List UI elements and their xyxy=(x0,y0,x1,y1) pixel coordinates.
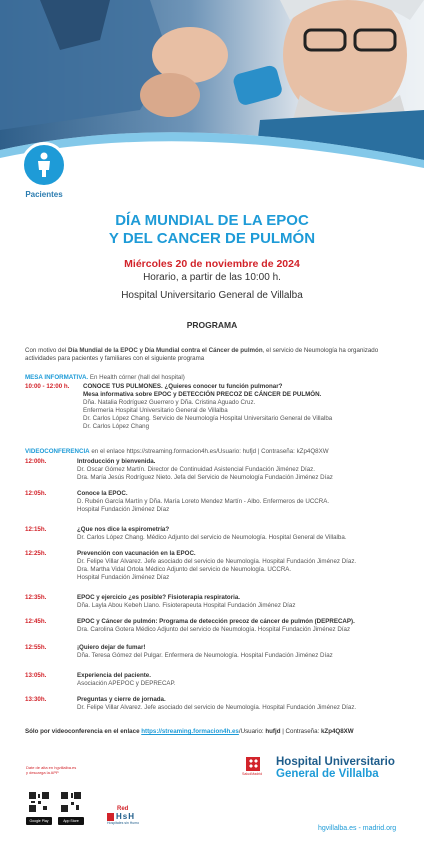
schedule-time: 13:05h. xyxy=(25,672,47,679)
hsh-text: HsH xyxy=(116,812,136,821)
schedule-item-detail: Dr. Oscar Gómez Martín. Director de Continuidad Asistencial Fundación Jiménez Díaz. xyxy=(77,466,315,473)
schedule-item-title: Experiencia del paciente. xyxy=(77,672,151,679)
schedule-item-detail: Dra. Martha Vidal Ortola Médico Adjunto del servicio de Neumología. UCCRA. xyxy=(77,566,292,573)
schedule-content xyxy=(77,594,413,610)
schedule-content xyxy=(77,550,413,582)
app-text-2: y descarga la APP xyxy=(26,770,59,775)
schedule-item-title: Conoce la EPOC. xyxy=(77,490,128,497)
final-sep: | Contraseña: xyxy=(280,728,321,735)
schedule-item-title: ¡Quiero dejar de fumar! xyxy=(77,644,146,651)
schedule-item-detail: Dña. Layla Abou Kebeh Llano. Fisioterapeuta Hospital Fundación Jiménez Díaz xyxy=(77,602,296,609)
schedule-time: 13:30h. xyxy=(25,696,47,703)
schedule-time: 12:55h. xyxy=(25,644,47,651)
streaming-link[interactable]: https://streaming.formacion4h.es xyxy=(141,728,239,735)
schedule-item-title: EPOC y ejercicio ¿es posible? Fisioterapia respiratoria. xyxy=(77,594,240,601)
schedule-time: 12:35h. xyxy=(25,594,47,601)
schedule-item-detail: Dra. Carolina Gotera Médico Adjunto del servicio de Neumología. Hospital Fundación Jiménez Díaz xyxy=(77,626,351,633)
title-line-1: DÍA MUNDIAL DE LA EPOC xyxy=(115,212,309,229)
schedule-content xyxy=(77,458,413,482)
page-title xyxy=(0,212,424,248)
schedule-item-title: EPOC y Cáncer de pulmón: Programa de detección precoz de cáncer de pulmón (DEPRECAP). xyxy=(77,618,355,625)
hospital-logo-line-2: General de Villalba xyxy=(276,768,379,780)
schedule-time: 12:45h. xyxy=(25,618,47,625)
video-heading-rest: en el enlace https://streaming.formacion4h.es/Usuario: hufjd | Contraseña: kZp4Q8XW xyxy=(89,448,329,455)
schedule-item-title: Preguntas y cierre de jornada. xyxy=(77,696,166,703)
videoconference-heading xyxy=(25,448,410,456)
hsh-subtitle: Hospitales sin Humo xyxy=(107,821,140,825)
final-pass: kZp4Q8XW xyxy=(320,728,354,735)
schedule-item-detail: Dra. María Jesús Rodríguez Nieto. Jefa del Servicio de Neumología Fundación Jiménez Díaz xyxy=(77,474,333,481)
schedule-item-title: ¿Que nos dice la espirometría? xyxy=(77,526,170,533)
schedule-item-detail: Dr. Felipe Villar Alvarez. Jefe asociado del servicio de Neumología. Hospital Fundación Jiménez Díaz. xyxy=(77,558,357,565)
schedule-item-detail: Hospital Fundación Jiménez Díaz xyxy=(77,574,170,581)
intro-text-pre: Con motivo del xyxy=(25,347,68,354)
schedule-item-detail: Dr. Carlos López Chang xyxy=(83,423,150,430)
schedule-item-detail: Dr. Carlos López Chang. Servicio de Neumología Hospital Universitario General de Villalba xyxy=(83,415,333,422)
mesa-heading-rest: En Health córner (hall del hospital) xyxy=(88,374,185,381)
schedule-item-detail: Enfermería Hospital Universitario General de Villalba xyxy=(83,407,228,414)
schedule-content xyxy=(77,696,413,712)
program-heading: PROGRAMA xyxy=(186,320,238,330)
schedule-item-detail: Dña. Teresa Gómez del Pulgar. Enfermera de Neumología. Hospital Fundación Jiménez Díaz xyxy=(77,652,333,659)
schedule-time: 12:25h. xyxy=(25,550,47,557)
footer-websites[interactable]: hgvillalba.es - madrid.org xyxy=(318,825,397,832)
hsh-symbol-icon xyxy=(107,813,114,821)
schedule-time: 12:05h. xyxy=(25,490,47,497)
final-mid: /Usuario: xyxy=(238,728,266,735)
event-hour: Horario, a partir de las 10:00 h. xyxy=(143,272,281,283)
qr-code-google-icon[interactable] xyxy=(28,791,50,813)
schedule-time: 12:15h. xyxy=(25,526,47,533)
intro-text-bold: Día Mundial de la EPOC y Día Mundial contra el Cáncer de pulmón xyxy=(68,347,263,354)
mesa-row xyxy=(25,383,415,435)
schedule-content xyxy=(77,490,413,514)
app-store-badge[interactable]: App Store xyxy=(58,817,84,825)
hero-image xyxy=(0,0,424,210)
hsh-red-label: Red xyxy=(117,806,129,812)
schedule-item-detail: Dña. Natalia Rodríguez Guerrero y Dña. Cristina Aguado Cruz. xyxy=(83,399,256,406)
app-text-1: Date de alta en hgvillalba.es xyxy=(26,765,77,770)
mesa-informativa-heading xyxy=(25,374,410,382)
final-user: hufjd xyxy=(265,728,281,735)
title-line-2: Y DEL CANCER DE PULMÓN xyxy=(108,230,316,247)
final-note xyxy=(25,728,415,735)
patients-label: Pacientes xyxy=(25,190,63,199)
patients-badge xyxy=(21,142,67,199)
intro-text-post: , el servicio de Neumología ha organizado actividades para pacientes y familiares con el siguiente programa xyxy=(25,347,379,362)
video-heading-bold: VIDEOCONFERENCIA xyxy=(25,448,90,455)
event-location: Hospital Universitario General de Villalba xyxy=(121,290,303,301)
intro-paragraph xyxy=(25,347,405,363)
schedule-content xyxy=(77,618,413,634)
mesa-content xyxy=(83,383,419,431)
salud-madrid-label: SaludMadrid xyxy=(242,772,263,776)
app-promo xyxy=(22,765,102,823)
qr-code-apple-icon[interactable] xyxy=(60,791,82,813)
schedule-item-detail: Asociación APEPOC y DEPRECAP. xyxy=(77,680,176,687)
patient-icon xyxy=(21,142,67,188)
schedule-content xyxy=(77,672,413,688)
hsh-logo xyxy=(107,806,167,825)
schedule-item-detail: Dr. Felipe Villar Alvarez. Jefe asociado del servicio de Neumología. Hospital Fundación Jiménez Díaz. xyxy=(77,704,357,711)
schedule-item-detail: Dr. Carlos López Chang. Médico Adjunto del servicio de Neumología. Hospital General de Villalba. xyxy=(77,534,347,541)
event-date: Miércoles 20 de noviembre de 2024 xyxy=(124,258,300,270)
final-pre: Sólo por videoconferencia en el enlace xyxy=(25,728,142,735)
mesa-time: 10:00 - 12:00 h. xyxy=(25,383,70,390)
schedule-content xyxy=(77,644,413,660)
schedule-time: 12:00h. xyxy=(25,458,47,465)
schedule-item-detail: D. Rubén García Martín y Dña. María Loreto Mendez Martín - Albo. Enfermeros de UCCRA. xyxy=(77,498,330,505)
schedule-content xyxy=(77,526,413,542)
schedule-item-title: Introducción y bienvenida. xyxy=(77,458,156,465)
schedule-item-detail: Hospital Fundación Jiménez Díaz xyxy=(77,506,170,513)
schedule-item-title: Mesa informativa sobre EPOC y DETECCIÓN PRECOZ DE CÁNCER DE PULMÓN. xyxy=(83,391,322,398)
schedule-item-title: Prevención con vacunación en la EPOC. xyxy=(77,550,196,557)
schedule-item-title: CONOCE TUS PULMONES. ¿Quieres conocer tu función pulmonar? xyxy=(83,383,283,390)
google-play-badge[interactable]: Google Play xyxy=(26,817,52,825)
mesa-heading-bold: MESA INFORMATIVA. xyxy=(25,374,89,381)
hospital-logo-line-1: Hospital Universitario xyxy=(276,756,395,768)
salud-madrid-icon xyxy=(244,757,266,779)
